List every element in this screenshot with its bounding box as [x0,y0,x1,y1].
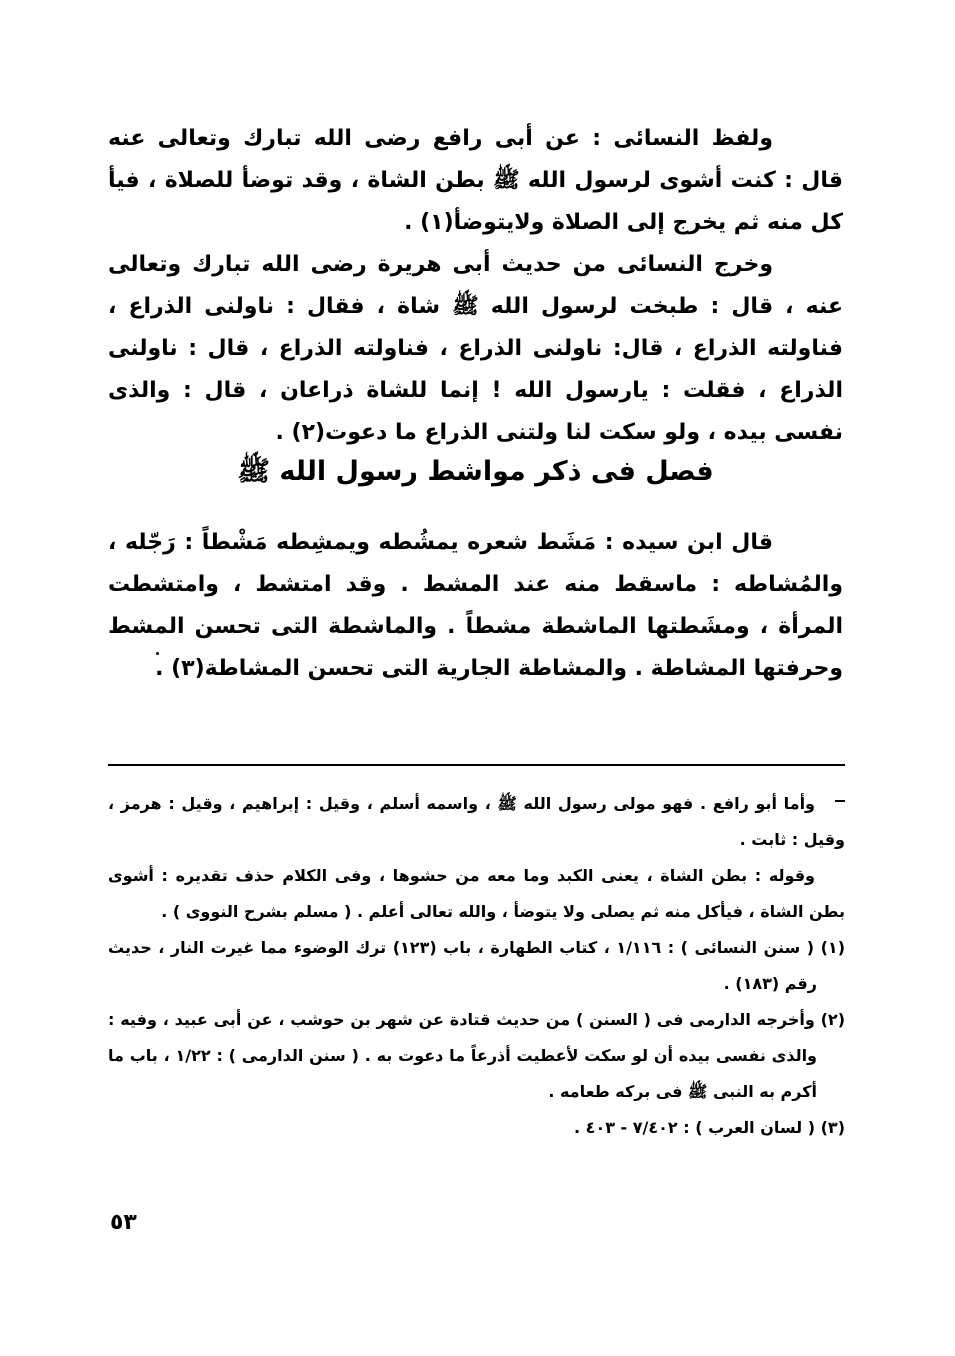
section-text-block [108,522,843,690]
paragraph-abu-hurayra: وخرج النسائى من حديث أبى هريرة رضى الله تبارك وتعالى عنه ، قال : طبخت لرسول الله ﷺ شاة ، فقال : ناولنى الذراع ، فناولته الذراع ، قال: ناولنى الذراع ، فناولته الذراع ، قال : ناولنى الذراع ، فقلت : يارسول الله ! إنما للشاة ذراعان ، قال : والذى نفسى بيده ، ولو سكت لنا ولتنى الذراع ما دعوت(٢) . [108,252,843,445]
footnote-continuation-1: وأما أبو رافع . فهو مولى رسول الله ﷺ ، واسمه أسلم ، وقيل : إبراهيم ، وقيل : هرمز ، وقيل : ثابت . [108,794,845,849]
page-number: ٥٣ [110,1210,137,1235]
main-text-block [108,118,843,454]
stray-dot-mark [156,652,159,655]
paragraph-ibn-sidah: قال ابن سيده : مَشَط شعره يمشُطه ويمشِطه مَشْطاً : رَجّله ، والمُشاطه : ماسقط منه عند المشط . وقد امتشط ، وامتشطت المرأة ، ومشَطتها الماشطة مشطاً . والماشطة التى تحسن المشط وحرفتها المشاطة . والمشاطة الجارية التى تحسن المشاطة(٣) . [108,530,843,681]
paragraph-abu-rafi: ولفظ النسائى : عن أبى رافع رضى الله تبارك وتعالى عنه قال : كنت أشوى لرسول الله ﷺ بطن الشاة ، وقد توضأ للصلاة ، فيأ كل منه ثم يخرج إلى الصلاة ولايتوضأ(١) . [108,126,843,235]
footnote-2: (٢) وأخرجه الدارمى فى ( السنن ) من حديث قتادة عن شهر بن حوشب ، عن أبى عبيد ، وفيه : والذى نفسى بيده أن لو سكت لأعطيت أذرعاً ما دعوت به . ( سنن الدارمى ) : ١/٢٢ ، باب ما أكرم به النبى ﷺ فى بركه طعامه . [108,1010,845,1101]
section-heading: فصل فى ذكر مواشط رسول الله ﷺ [237,456,714,487]
footnote-3: (٣) ( لسان العرب ) : ٧/٤٠٢ - ٤٠٣ . [574,1118,845,1137]
footnotes-block [108,786,845,1146]
footnote-1: (١) ( سنن النسائى ) : ١/١١٦ ، كتاب الطهارة ، باب (١٢٣) ترك الوضوء مما غيرت النار ، حديث رقم (١٨٣) . [108,938,845,993]
footnote-continuation-2: وقوله : بطن الشاة ، يعنى الكبد وما معه من حشوها ، وفى الكلام حذف تقديره : أشوى بطن الشاة ، فيأكل منه ثم يصلى ولا يتوضأ ، والله تعالى أعلم . ( مسلم بشرح النووى ) . [108,866,845,921]
footnote-separator [108,764,845,766]
